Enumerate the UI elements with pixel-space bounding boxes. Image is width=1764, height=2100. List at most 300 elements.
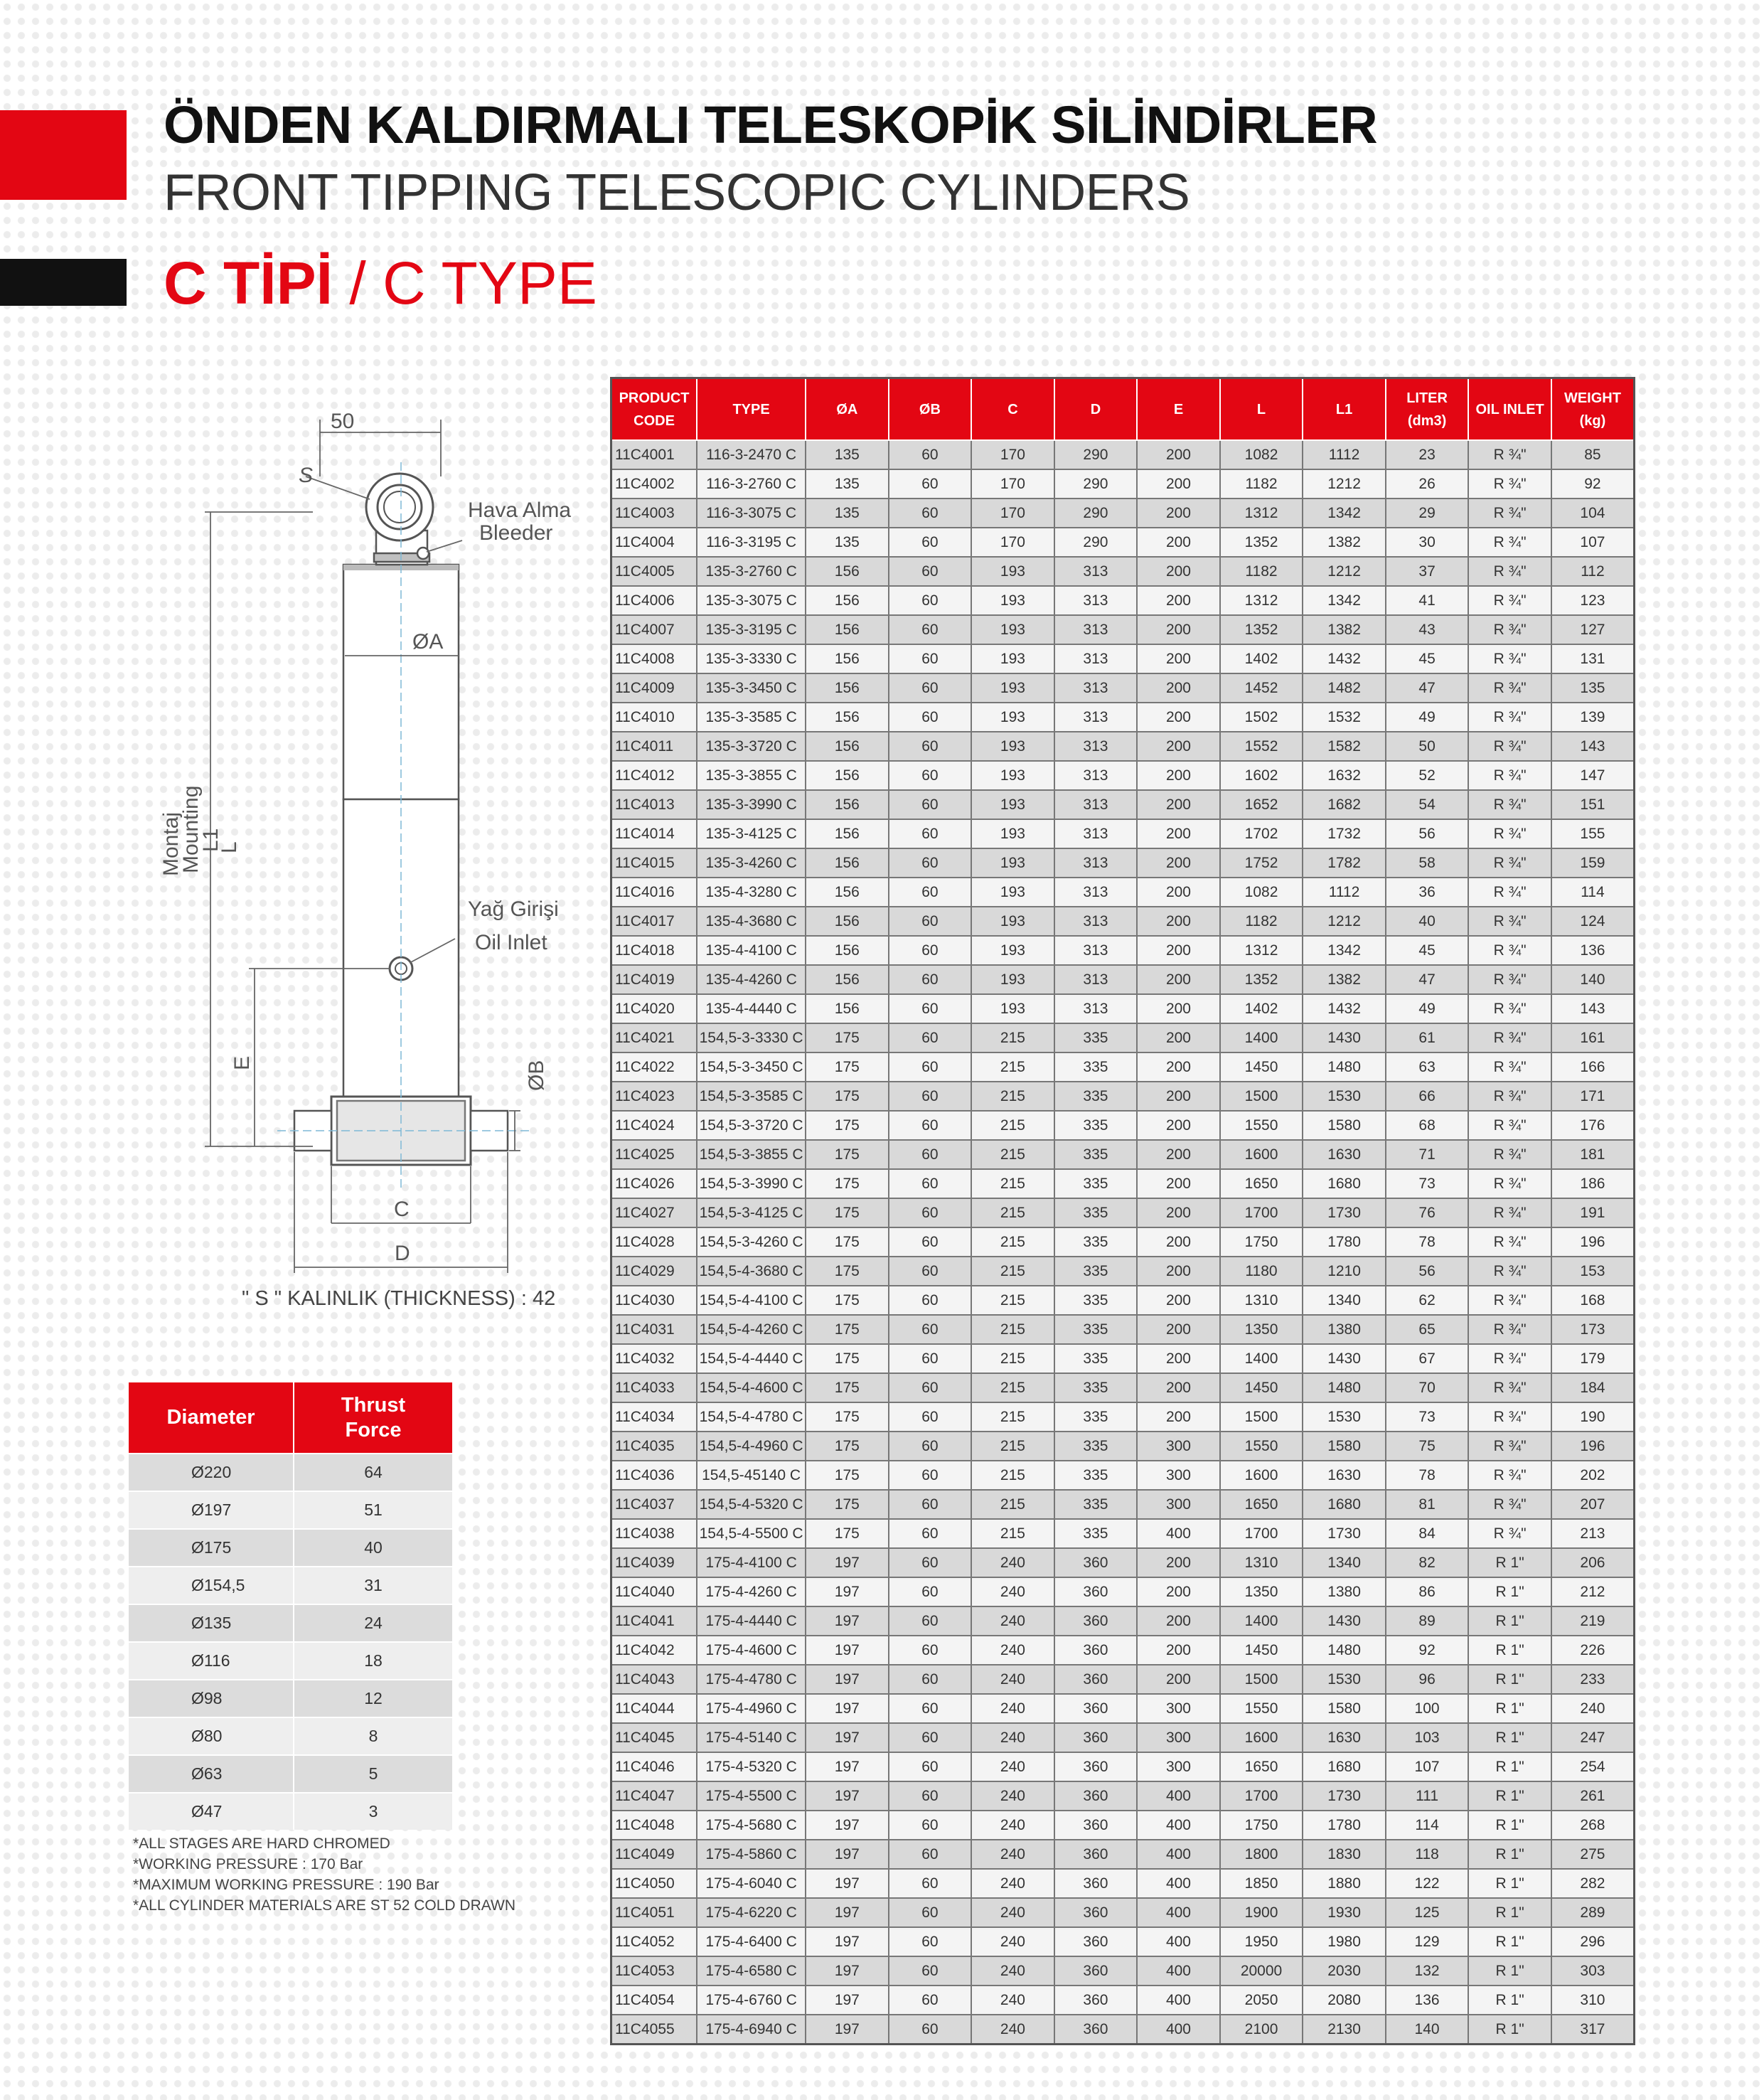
spec-cell: 1182 (1220, 557, 1303, 586)
spec-cell: 215 (971, 1052, 1054, 1082)
spec-cell: 73 (1386, 1169, 1469, 1198)
spec-cell: 335 (1054, 1490, 1138, 1519)
oil-inlet-label-en: Oil Inlet (475, 931, 547, 954)
spec-cell: R 1" (1468, 1956, 1551, 1986)
spec-cell: 156 (806, 965, 889, 994)
spec-cell: 1550 (1220, 1432, 1303, 1461)
spec-cell: 60 (889, 469, 972, 499)
spec-cell: 197 (806, 1694, 889, 1723)
spec-row (611, 673, 1635, 703)
spec-cell: 193 (971, 965, 1054, 994)
spec-cell: 11C4001 (611, 440, 697, 469)
spec-cell: 335 (1054, 1111, 1138, 1140)
spec-cell: 154,5-3-3450 C (697, 1052, 806, 1082)
spec-row (611, 790, 1635, 819)
spec-cell: 219 (1551, 1606, 1635, 1636)
spec-row (611, 761, 1635, 790)
spec-cell: 313 (1054, 907, 1138, 936)
thrust-force-cell: 24 (294, 1604, 452, 1642)
spec-cell: 1552 (1220, 732, 1303, 761)
spec-cell: 11C4046 (611, 1752, 697, 1781)
spec-cell: R 1" (1468, 1840, 1551, 1869)
spec-cell: 154,5-4-5500 C (697, 1519, 806, 1548)
spec-cell: 1950 (1220, 1927, 1303, 1956)
spec-row (611, 1519, 1635, 1548)
spec-cell: 2050 (1220, 1986, 1303, 2015)
spec-cell: 154,5-4-4960 C (697, 1432, 806, 1461)
spec-cell: 200 (1137, 878, 1220, 907)
spec-cell: 197 (806, 1811, 889, 1840)
spec-row (611, 819, 1635, 848)
spec-cell: 1530 (1303, 1402, 1386, 1432)
thrust-force-cell: 18 (294, 1642, 452, 1680)
spec-cell: 60 (889, 1111, 972, 1140)
spec-header-text: ØB (919, 401, 941, 417)
spec-cell: 30 (1386, 528, 1469, 557)
spec-cell: 78 (1386, 1227, 1469, 1257)
spec-cell: 1782 (1303, 848, 1386, 878)
spec-cell: 313 (1054, 790, 1138, 819)
spec-cell: 200 (1137, 499, 1220, 528)
spec-cell: 60 (889, 1927, 972, 1956)
spec-cell: 1632 (1303, 761, 1386, 790)
note-line: *WORKING PRESSURE : 170 Bar (133, 1856, 363, 1872)
spec-cell: R 1" (1468, 2015, 1551, 2045)
spec-cell: 52 (1386, 761, 1469, 790)
spec-cell: 1312 (1220, 499, 1303, 528)
spec-cell: 143 (1551, 994, 1635, 1023)
spec-header-cell (806, 378, 889, 441)
spec-cell: R ¾" (1468, 1402, 1551, 1432)
spec-cell: 116-3-2760 C (697, 469, 806, 499)
spec-cell: 159 (1551, 848, 1635, 878)
spec-cell: 335 (1054, 1402, 1138, 1432)
spec-cell: 206 (1551, 1548, 1635, 1577)
spec-cell: R 1" (1468, 1869, 1551, 1898)
spec-row (611, 2015, 1635, 2045)
spec-row (611, 1548, 1635, 1577)
spec-row (611, 1752, 1635, 1781)
spec-cell: 175-4-4600 C (697, 1636, 806, 1665)
spec-cell: 335 (1054, 1140, 1138, 1169)
mounting-label-tr: Montaj (159, 811, 183, 876)
spec-cell: 54 (1386, 790, 1469, 819)
spec-cell: 60 (889, 644, 972, 673)
spec-row (611, 1811, 1635, 1840)
spec-cell: 1630 (1303, 1140, 1386, 1169)
spec-header-cell (1551, 378, 1635, 441)
spec-cell: R 1" (1468, 1577, 1551, 1606)
spec-cell: R 1" (1468, 1927, 1551, 1956)
spec-cell: 400 (1137, 1986, 1220, 2015)
spec-cell: 207 (1551, 1490, 1635, 1519)
dim-l1-label: L1 (199, 828, 223, 852)
spec-cell: 1600 (1220, 1140, 1303, 1169)
spec-cell: 313 (1054, 557, 1138, 586)
spec-row (611, 1432, 1635, 1461)
spec-cell: 1380 (1303, 1315, 1386, 1344)
spec-cell: 175 (806, 1461, 889, 1490)
spec-cell: 175-4-5500 C (697, 1781, 806, 1811)
spec-cell: 60 (889, 1227, 972, 1257)
spec-cell: 1700 (1220, 1519, 1303, 1548)
spec-cell: 1400 (1220, 1344, 1303, 1373)
spec-cell: 360 (1054, 1781, 1138, 1811)
spec-cell: 175-4-4440 C (697, 1606, 806, 1636)
spec-cell: 200 (1137, 1111, 1220, 1140)
spec-cell: 200 (1137, 440, 1220, 469)
spec-cell: 11C4021 (611, 1023, 697, 1052)
spec-cell: 360 (1054, 1956, 1138, 1986)
spec-cell: 107 (1386, 1752, 1469, 1781)
spec-cell: 11C4025 (611, 1140, 697, 1169)
spec-cell: 11C4010 (611, 703, 697, 732)
spec-cell: 60 (889, 732, 972, 761)
thrust-row (129, 1567, 452, 1604)
spec-cell: 335 (1054, 1519, 1138, 1548)
spec-cell: 400 (1137, 1869, 1220, 1898)
spec-cell: 175 (806, 1111, 889, 1140)
spec-cell: 136 (1386, 1986, 1469, 2015)
dim-l-label: L (218, 841, 241, 853)
spec-cell: 11C4041 (611, 1606, 697, 1636)
thrust-force-cell: 40 (294, 1529, 452, 1567)
spec-cell: 154,5-4-4780 C (697, 1402, 806, 1432)
spec-cell: 175-4-5680 C (697, 1811, 806, 1840)
page-title-english: FRONT TIPPING TELESCOPIC CYLINDERS (164, 164, 1190, 221)
spec-cell: 193 (971, 790, 1054, 819)
spec-cell: 1342 (1303, 936, 1386, 965)
spec-cell: 60 (889, 790, 972, 819)
spec-header-text: C (1007, 401, 1018, 417)
spec-cell: 56 (1386, 819, 1469, 848)
spec-cell: 112 (1551, 557, 1635, 586)
spec-cell: 313 (1054, 761, 1138, 790)
spec-cell: 1550 (1220, 1111, 1303, 1140)
spec-cell: 290 (1054, 499, 1138, 528)
spec-cell: 135 (806, 499, 889, 528)
cylinder-technical-drawing (135, 398, 590, 1287)
spec-cell: 60 (889, 1169, 972, 1198)
spec-cell: 175 (806, 1344, 889, 1373)
spec-cell: 135-3-3075 C (697, 586, 806, 615)
spec-cell: 135-4-3280 C (697, 878, 806, 907)
spec-cell: 154,5-3-3990 C (697, 1169, 806, 1198)
spec-cell: 317 (1551, 2015, 1635, 2045)
spec-cell: 240 (971, 1636, 1054, 1665)
spec-cell: 135-3-3855 C (697, 761, 806, 790)
spec-cell: R ¾" (1468, 1111, 1551, 1140)
spec-cell: 60 (889, 1548, 972, 1577)
thrust-row (129, 1642, 452, 1680)
spec-cell: 154,5-3-3585 C (697, 1082, 806, 1111)
spec-cell: 60 (889, 1636, 972, 1665)
spec-cell: 11C4054 (611, 1986, 697, 2015)
spec-cell: 60 (889, 499, 972, 528)
spec-cell: 202 (1551, 1461, 1635, 1490)
spec-cell: 360 (1054, 1986, 1138, 2015)
spec-cell: 240 (971, 1956, 1054, 1986)
spec-cell: 1480 (1303, 1636, 1386, 1665)
spec-cell: 60 (889, 1315, 972, 1344)
spec-cell: 215 (971, 1432, 1054, 1461)
spec-cell: 154,5-3-3720 C (697, 1111, 806, 1140)
spec-cell: 240 (971, 1752, 1054, 1781)
spec-cell: 313 (1054, 586, 1138, 615)
spec-cell: 200 (1137, 1198, 1220, 1227)
spec-cell: 175 (806, 1227, 889, 1257)
spec-cell: R ¾" (1468, 528, 1551, 557)
thrust-header-force: Thrust Force (294, 1382, 452, 1454)
spec-cell: 156 (806, 819, 889, 848)
spec-cell: 1342 (1303, 586, 1386, 615)
spec-cell: 1450 (1220, 1052, 1303, 1082)
thrust-diameter-cell: Ø116 (129, 1642, 294, 1680)
spec-cell: 1602 (1220, 761, 1303, 790)
spec-cell: 360 (1054, 1577, 1138, 1606)
spec-cell: 156 (806, 615, 889, 644)
spec-cell: 36 (1386, 878, 1469, 907)
spec-cell: 200 (1137, 1227, 1220, 1257)
spec-cell: 11C4040 (611, 1577, 697, 1606)
spec-cell: 233 (1551, 1665, 1635, 1694)
spec-cell: 360 (1054, 2015, 1138, 2045)
spec-cell: 1312 (1220, 586, 1303, 615)
spec-cell: 240 (971, 1986, 1054, 2015)
spec-cell: 60 (889, 936, 972, 965)
spec-cell: 56 (1386, 1257, 1469, 1286)
spec-cell: 11C4052 (611, 1927, 697, 1956)
spec-cell: 175 (806, 1169, 889, 1198)
spec-cell: 175-4-4100 C (697, 1548, 806, 1577)
spec-cell: 156 (806, 936, 889, 965)
thrust-force-cell: 64 (294, 1454, 452, 1491)
spec-row (611, 703, 1635, 732)
spec-cell: 175-4-5320 C (697, 1752, 806, 1781)
spec-row (611, 1577, 1635, 1606)
spec-cell: R ¾" (1468, 878, 1551, 907)
spec-cell: 60 (889, 1986, 972, 2015)
spec-header-cell (697, 378, 806, 441)
spec-cell: 60 (889, 1606, 972, 1636)
spec-cell: 215 (971, 1490, 1054, 1519)
spec-cell: 135-4-4260 C (697, 965, 806, 994)
spec-cell: 200 (1137, 1140, 1220, 1169)
spec-cell: 313 (1054, 994, 1138, 1023)
spec-cell: 240 (971, 1781, 1054, 1811)
spec-cell: 1430 (1303, 1023, 1386, 1052)
spec-row (611, 1636, 1635, 1665)
spec-cell: 1530 (1303, 1665, 1386, 1694)
spec-cell: 1930 (1303, 1898, 1386, 1927)
spec-cell: 1750 (1220, 1811, 1303, 1840)
spec-cell: 197 (806, 1752, 889, 1781)
spec-cell: R ¾" (1468, 586, 1551, 615)
spec-cell: 240 (971, 1665, 1054, 1694)
spec-cell: 1082 (1220, 878, 1303, 907)
spec-cell: 135-3-4125 C (697, 819, 806, 848)
type-separator: / (333, 250, 383, 316)
spec-cell: 335 (1054, 1373, 1138, 1402)
spec-cell: R ¾" (1468, 615, 1551, 644)
spec-header-cell (1137, 378, 1220, 441)
spec-cell: 1480 (1303, 1373, 1386, 1402)
spec-cell: R ¾" (1468, 1169, 1551, 1198)
spec-cell: 215 (971, 1227, 1054, 1257)
spec-cell: 11C4032 (611, 1344, 697, 1373)
spec-cell: 154,5-3-4125 C (697, 1198, 806, 1227)
spec-cell: 60 (889, 1869, 972, 1898)
spec-cell: 193 (971, 615, 1054, 644)
spec-row (611, 528, 1635, 557)
spec-cell: 85 (1551, 440, 1635, 469)
spec-cell: R 1" (1468, 1548, 1551, 1577)
spec-row (611, 1402, 1635, 1432)
spec-cell: R ¾" (1468, 1082, 1551, 1111)
spec-cell: 200 (1137, 994, 1220, 1023)
spec-cell: 1400 (1220, 1606, 1303, 1636)
spec-cell: 1700 (1220, 1198, 1303, 1227)
spec-cell: 139 (1551, 703, 1635, 732)
spec-cell: 282 (1551, 1869, 1635, 1898)
spec-cell: R ¾" (1468, 703, 1551, 732)
spec-cell: 200 (1137, 819, 1220, 848)
spec-cell: 175-4-6400 C (697, 1927, 806, 1956)
type-subtitle (164, 249, 597, 318)
spec-cell: R ¾" (1468, 1461, 1551, 1490)
thrust-diameter-cell: Ø175 (129, 1529, 294, 1567)
spec-cell: 200 (1137, 469, 1220, 499)
spec-cell: 11C4026 (611, 1169, 697, 1198)
spec-cell: 135-3-3990 C (697, 790, 806, 819)
spec-cell: 184 (1551, 1373, 1635, 1402)
spec-cell: R ¾" (1468, 790, 1551, 819)
spec-cell: 103 (1386, 1723, 1469, 1752)
spec-cell: 215 (971, 1111, 1054, 1140)
spec-cell: 215 (971, 1257, 1054, 1286)
spec-cell: 313 (1054, 615, 1138, 644)
thrust-diameter-cell: Ø197 (129, 1491, 294, 1529)
spec-cell: 2030 (1303, 1956, 1386, 1986)
spec-cell: 1402 (1220, 644, 1303, 673)
spec-cell: 155 (1551, 819, 1635, 848)
spec-cell: 156 (806, 644, 889, 673)
spec-cell: 47 (1386, 965, 1469, 994)
spec-cell: 116-3-2470 C (697, 440, 806, 469)
spec-cell: 200 (1137, 848, 1220, 878)
spec-row (611, 557, 1635, 586)
spec-cell: 11C4012 (611, 761, 697, 790)
spec-cell: 313 (1054, 848, 1138, 878)
spec-cell: 116-3-3075 C (697, 499, 806, 528)
spec-cell: 89 (1386, 1606, 1469, 1636)
spec-cell: 200 (1137, 965, 1220, 994)
spec-cell: 400 (1137, 1781, 1220, 1811)
spec-cell: 313 (1054, 819, 1138, 848)
spec-cell: 171 (1551, 1082, 1635, 1111)
spec-cell: 127 (1551, 615, 1635, 644)
spec-cell: 68 (1386, 1111, 1469, 1140)
spec-cell: 1500 (1220, 1402, 1303, 1432)
spec-cell: 60 (889, 761, 972, 790)
spec-cell: 11C4014 (611, 819, 697, 848)
spec-cell: 360 (1054, 1548, 1138, 1577)
spec-cell: 200 (1137, 644, 1220, 673)
spec-cell: R ¾" (1468, 557, 1551, 586)
spec-cell: 335 (1054, 1344, 1138, 1373)
spec-row (611, 1373, 1635, 1402)
spec-cell: 135-3-3585 C (697, 703, 806, 732)
spec-cell: 313 (1054, 965, 1138, 994)
spec-row (611, 1315, 1635, 1344)
spec-cell: 193 (971, 907, 1054, 936)
spec-cell: 26 (1386, 469, 1469, 499)
spec-cell: 60 (889, 878, 972, 907)
spec-cell: 400 (1137, 1898, 1220, 1927)
spec-header-cell (1468, 378, 1551, 441)
spec-cell: 1780 (1303, 1811, 1386, 1840)
spec-row (611, 1956, 1635, 1986)
spec-cell: 193 (971, 761, 1054, 790)
dim-b-label: ØB (525, 1060, 548, 1091)
spec-cell: 1652 (1220, 790, 1303, 819)
spec-cell: 107 (1551, 528, 1635, 557)
spec-cell: 215 (971, 1023, 1054, 1052)
spec-cell: 170 (971, 499, 1054, 528)
spec-cell: 175 (806, 1052, 889, 1082)
spec-cell: 11C4030 (611, 1286, 697, 1315)
spec-cell: 154,5-4-4100 C (697, 1286, 806, 1315)
spec-cell: 11C4038 (611, 1519, 697, 1548)
spec-cell: 1352 (1220, 965, 1303, 994)
spec-cell: 215 (971, 1169, 1054, 1198)
thrust-row (129, 1680, 452, 1717)
spec-row (611, 1840, 1635, 1869)
spec-cell: 136 (1551, 936, 1635, 965)
spec-cell: 197 (806, 1986, 889, 2015)
spec-cell: 135-3-3195 C (697, 615, 806, 644)
spec-cell: 104 (1551, 499, 1635, 528)
thrust-row (129, 1755, 452, 1793)
spec-cell: 335 (1054, 1461, 1138, 1490)
spec-row (611, 1023, 1635, 1052)
spec-cell: 156 (806, 586, 889, 615)
spec-cell: R 1" (1468, 1694, 1551, 1723)
spec-cell: 193 (971, 644, 1054, 673)
spec-row (611, 1461, 1635, 1490)
spec-cell: 47 (1386, 673, 1469, 703)
spec-cell: 400 (1137, 1927, 1220, 1956)
spec-header-cell (1220, 378, 1303, 441)
spec-cell: 175 (806, 1402, 889, 1432)
spec-cell: R 1" (1468, 1811, 1551, 1840)
spec-cell: 400 (1137, 1519, 1220, 1548)
spec-cell: 1432 (1303, 994, 1386, 1023)
note-line: *ALL CYLINDER MATERIALS ARE ST 52 COLD DRAWN (133, 1897, 515, 1914)
spec-cell: 11C4020 (611, 994, 697, 1023)
spec-row (611, 1986, 1635, 2015)
spec-cell: 60 (889, 1140, 972, 1169)
spec-cell: 175 (806, 1257, 889, 1286)
spec-cell: 60 (889, 615, 972, 644)
spec-cell: 1482 (1303, 673, 1386, 703)
spec-cell: 193 (971, 557, 1054, 586)
spec-header-cell (889, 378, 972, 441)
spec-cell: 2100 (1220, 2015, 1303, 2045)
spec-cell: 215 (971, 1461, 1054, 1490)
spec-cell: 156 (806, 848, 889, 878)
spec-row (611, 1694, 1635, 1723)
